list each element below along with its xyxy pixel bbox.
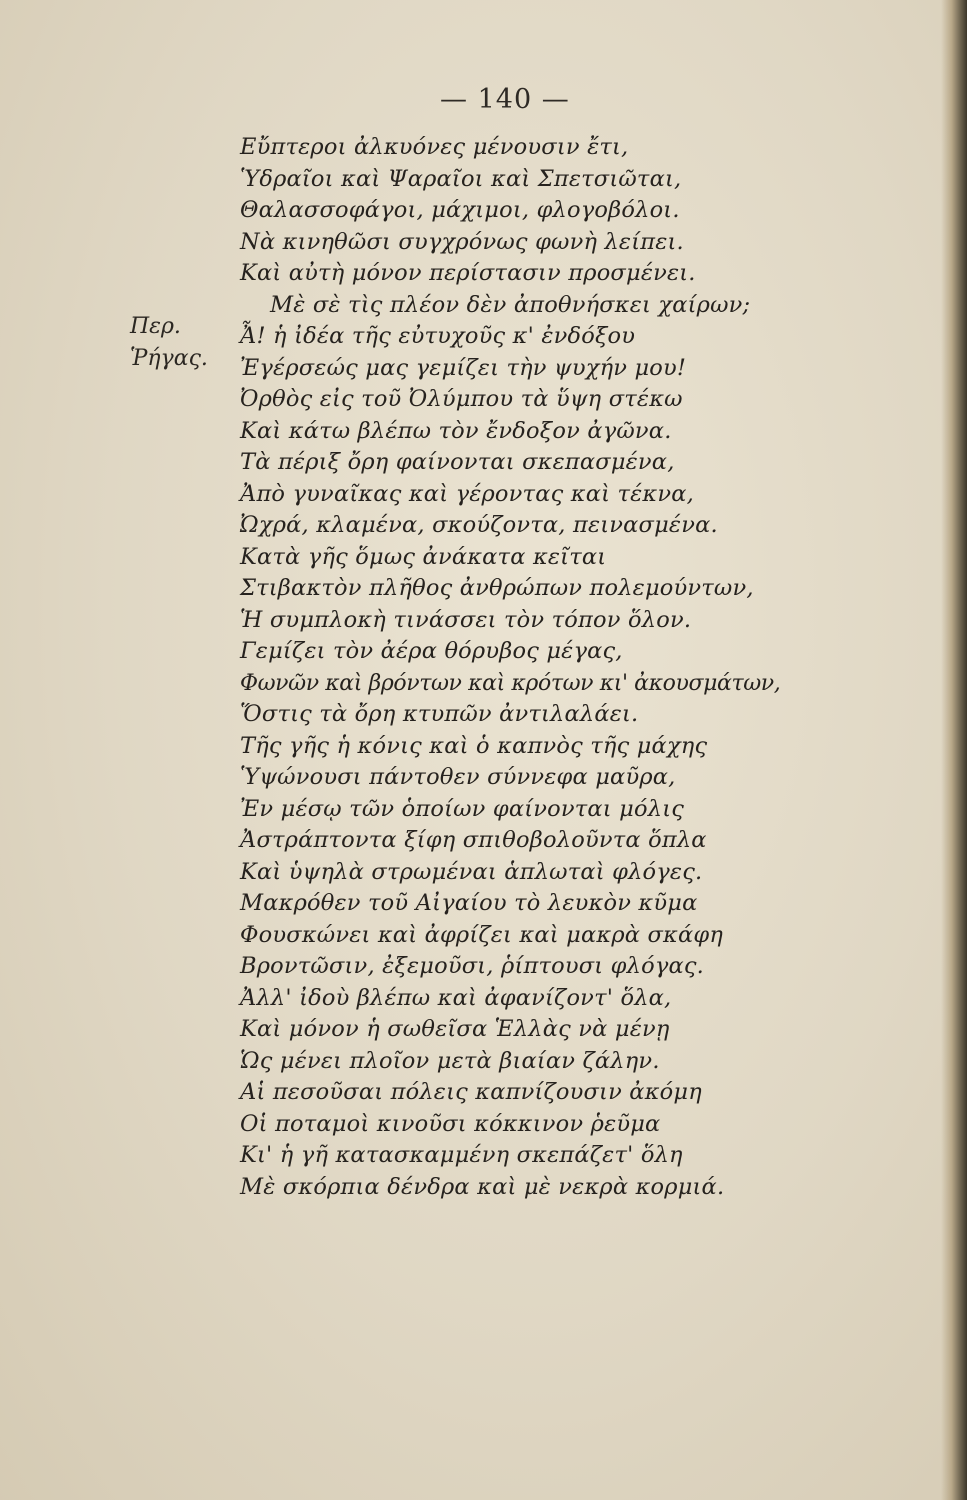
verse-line: Στιβακτὸν πλῆθος ἀνθρώπων πολεμούντων, xyxy=(240,575,754,601)
verse-line: Βροντῶσιν, ἐξεμοῦσι, ῥίπτουσι φλόγας. xyxy=(240,953,705,979)
speaker-label-rigas: Ῥήγας. xyxy=(130,346,208,371)
verse-line: Μὲ σὲ τὶς πλέον δὲν ἀποθνήσκει χαίρων; xyxy=(270,291,751,318)
verse-block xyxy=(240,132,940,1203)
verse-line: Καὶ αὐτὴ μόνον περίστασιν προσμένει. xyxy=(240,260,696,286)
verse-line: Ὀρθὸς εἰς τοῦ Ὀλύμπου τὰ ὕψη στέκω xyxy=(240,386,683,412)
verse-line: Ὑδραῖοι καὶ Ψαραῖοι καὶ Σπετσιῶται, xyxy=(240,165,682,192)
verse-line: Ἐγέρσεώς μας γεμίζει τὴν ψυχήν μου! xyxy=(240,354,687,381)
verse-line: Ἀστράπτοντα ξίφη σπιθοβολοῦντα ὅπλα xyxy=(240,827,707,853)
page-number: — 140 — xyxy=(440,84,570,115)
verse-line: Φουσκώνει καὶ ἀφρίζει καὶ μακρὰ σκάφη xyxy=(240,921,724,948)
verse-line: Ὅστις τὰ ὄρη κτυπῶν ἀντιλαλάει. xyxy=(240,701,639,727)
verse-line: Τὰ πέριξ ὄρη φαίνονται σκεπασμένα, xyxy=(240,449,675,475)
verse-line: Γεμίζει τὸν ἀέρα θόρυβος μέγας, xyxy=(240,638,623,664)
verse-line: Ἡ συμπλοκὴ τινάσσει τὸν τόπον ὅλον. xyxy=(240,606,692,633)
verse-line: Φωνῶν καὶ βρόντων καὶ κρότων κι' ἀκουσμάτων, xyxy=(240,670,781,696)
verse-line: Κι' ἡ γῆ κατασκαμμένη σκεπάζετ' ὅλη xyxy=(240,1142,683,1168)
verse-line: Οἱ ποταμοὶ κινοῦσι κόκκινον ῥεῦμα xyxy=(240,1110,661,1137)
verse-line: Ἆ! ἡ ἰδέα τῆς εὐτυχοῦς κ' ἐνδόξου xyxy=(240,323,636,349)
verse-line: Ἀπὸ γυναῖκας καὶ γέροντας καὶ τέκνα, xyxy=(240,480,694,507)
verse-line: Κατὰ γῆς ὅμως ἀνάκατα κεῖται xyxy=(240,543,607,570)
verse-line: Μὲ σκόρπια δένδρα καὶ μὲ νεκρὰ κορμιά. xyxy=(240,1173,725,1200)
verse-line: Αἱ πεσοῦσαι πόλεις καπνίζουσιν ἀκόμη xyxy=(240,1079,702,1105)
verse-line: Ἐν μέσῳ τῶν ὁποίων φαίνονται μόλις xyxy=(240,795,685,822)
verse-line: Νὰ κινηθῶσι συγχρόνως φωνὴ λείπει. xyxy=(240,228,684,255)
verse-line: Καὶ κάτω βλέπω τὸν ἔνδοξον ἀγῶνα. xyxy=(240,417,672,444)
verse-line: Καὶ μόνον ἡ σωθεῖσα Ἑλλὰς νὰ μένῃ xyxy=(240,1016,670,1042)
book-binding-edge xyxy=(941,0,967,1500)
verse-line: Ὠχρά, κλαμένα, σκούζοντα, πεινασμένα. xyxy=(240,512,718,538)
verse-line: Θαλασσοφάγοι, μάχιμοι, φλογοβόλοι. xyxy=(240,197,680,223)
verse-line: Ὑψώνουσι πάντοθεν σύννεφα μαῦρα, xyxy=(240,764,676,790)
verse-line: Ὡς μένει πλοῖον μετὰ βιαίαν ζάλην. xyxy=(240,1047,660,1074)
verse-line: Ἀλλ' ἰδοὺ βλέπω καὶ ἀφανίζοντ' ὅλα, xyxy=(240,984,672,1011)
verse-line: Καὶ ὑψηλὰ στρωμέναι ἁπλωταὶ φλόγες. xyxy=(240,858,703,885)
speaker-label-per: Περ. xyxy=(130,314,181,339)
verse-line: Μακρόθεν τοῦ Αἰγαίου τὸ λευκὸν κῦμα xyxy=(240,890,698,916)
verse-line: Τῆς γῆς ἡ κόνις καὶ ὁ καπνὸς τῆς μάχης xyxy=(240,732,708,759)
verse-line: Εὔπτεροι ἀλκυόνες μένουσιν ἔτι, xyxy=(240,134,629,160)
